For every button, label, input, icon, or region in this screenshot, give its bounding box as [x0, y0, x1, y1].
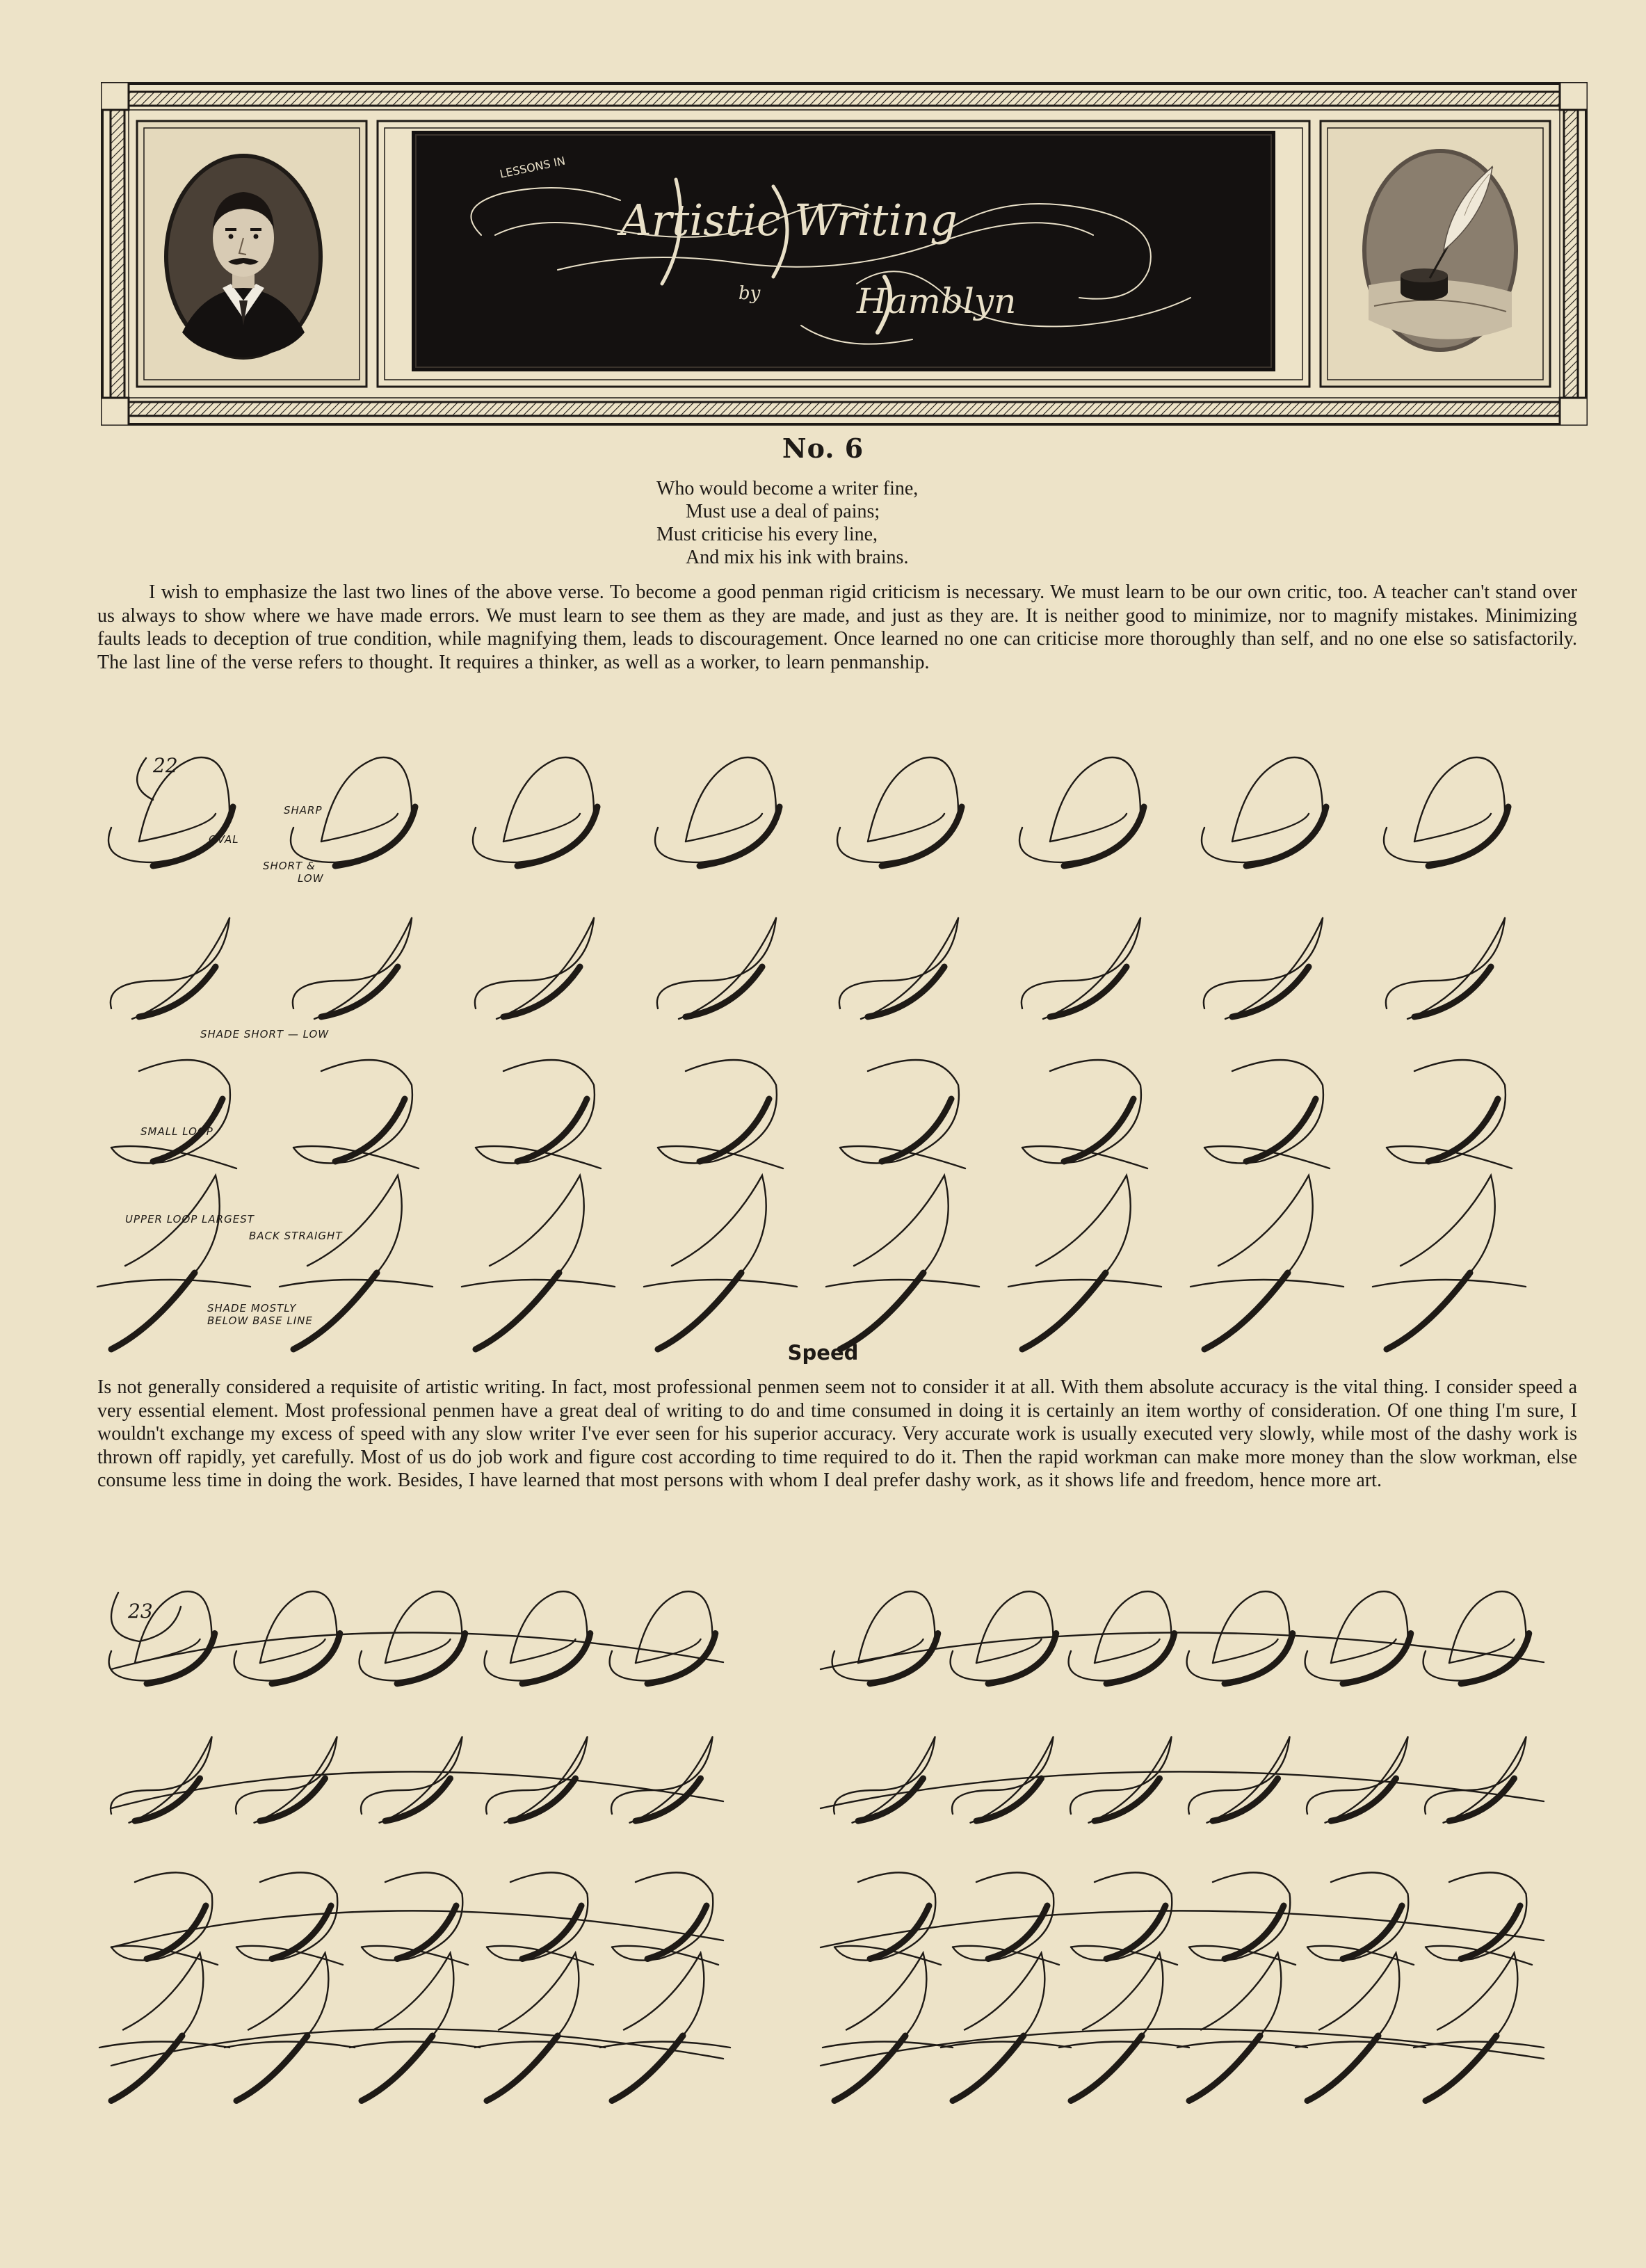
capital-q-shade	[335, 1099, 405, 1161]
capital-j-loop	[1437, 1953, 1517, 2036]
note-shade-mostly: SHADE MOSTLY	[207, 1302, 297, 1314]
capital-q-tail	[476, 1146, 601, 1168]
drill-connector	[821, 1771, 1544, 1808]
capital-j-cross	[225, 2042, 355, 2048]
plate-number-flourish	[137, 758, 153, 800]
capital-q-tail	[840, 1146, 965, 1168]
capital-q-shade	[1428, 1099, 1498, 1161]
capital-j-cross	[97, 1280, 250, 1287]
capital-j-loop	[373, 1953, 453, 2036]
capital-q-body	[476, 1060, 595, 1164]
capital-j-loop	[490, 1175, 584, 1273]
capital-j-shade	[476, 1273, 559, 1349]
capital-j-shade	[612, 2036, 683, 2101]
capital-j-shade	[362, 2036, 433, 2101]
capital-q-shade	[882, 1099, 951, 1161]
speed-heading: Speed	[787, 1341, 859, 1365]
capital-q-shade	[1343, 1906, 1402, 1959]
capital-q-body	[111, 1060, 230, 1164]
title-script: Artistic Writing	[620, 195, 958, 246]
capital-j-loop	[1201, 1953, 1281, 2036]
capital-i-oval	[1188, 1737, 1289, 1815]
author-portrait	[161, 152, 325, 362]
note-back-straight: BACK STRAIGHT	[249, 1230, 343, 1242]
capital-g-loop	[1050, 814, 1127, 842]
capital-g-loop	[385, 1639, 451, 1663]
capital-i-oval	[293, 918, 412, 1008]
capital-j-loop	[854, 1175, 949, 1273]
note-below-base: BELOW BASE LINE	[207, 1314, 313, 1327]
verse-line: Must criticise his every line,	[656, 524, 878, 545]
drill-connector	[821, 1911, 1544, 1947]
capital-j-shade	[1189, 2036, 1260, 2101]
capital-i-oval	[657, 918, 776, 1008]
capital-j-shade	[1426, 2036, 1496, 2101]
capital-j-cross	[1177, 2042, 1307, 2048]
capital-j-loop	[123, 1953, 203, 2036]
capital-j-shade	[1204, 1273, 1288, 1349]
capital-q-tail	[293, 1146, 419, 1168]
capital-j-shade	[1387, 1273, 1470, 1349]
title-by: by	[739, 283, 761, 304]
capital-g-loop	[1414, 814, 1491, 842]
capital-q-shade	[1106, 1906, 1165, 1959]
verse-line: Who would become a writer fine,	[656, 478, 919, 499]
verse	[656, 477, 1074, 569]
note-oval: OVAL	[209, 833, 239, 846]
drill-connector	[111, 2029, 723, 2066]
capital-q-shade	[517, 1099, 587, 1161]
capital-g-loop	[868, 814, 944, 842]
plate-number: 22	[153, 754, 178, 777]
capital-j-cross	[475, 2042, 605, 2048]
capital-j-loop	[1218, 1175, 1313, 1273]
capital-j-shade	[1071, 2036, 1142, 2101]
capital-j-loop	[307, 1175, 402, 1273]
speed-paragraph: Is not generally considered a requisite of artistic writing. In fact, most professional penmen seem not to consider it at all. With them absolute accuracy is the vital thing. I consider speed a very essential element. Most professional penmen have a great deal of writing to do and time consumed in doing it is certainly an item worthy of consideration. Of one thing I'm sure, I wouldn't exchange my excess of speed with any slow writer I've ever seen for his superior accuracy. Very accurate work is usually executed very slowly, while most of the dashy work is thrown off rapidly, yet carefully. Most of us do job work and figure cost according to time required to do it. Then the rapid workman can make more money than the slow workman, else consume less time in doing the work. Besides, I have learned that most persons with whom I deal prefer dashy work, as it shows life and freedom, hence more art.	[97, 1376, 1577, 1491]
note-small-loop: SMALL LOOP	[140, 1125, 213, 1138]
capital-j-cross	[1008, 1280, 1161, 1287]
capital-g-loop	[686, 814, 762, 842]
capital-i-oval	[1307, 1737, 1407, 1815]
capital-j-shade	[293, 1273, 377, 1349]
capital-q-body	[1387, 1060, 1506, 1164]
capital-j-cross	[1373, 1280, 1526, 1287]
capital-i-oval	[611, 1737, 712, 1815]
capital-j-loop	[1319, 1953, 1399, 2036]
lesson-number: No. 6	[782, 433, 864, 464]
capital-g-loop	[139, 814, 216, 842]
capital-i-oval	[839, 918, 958, 1008]
capital-j-shade	[658, 1273, 741, 1349]
capital-j-cross	[826, 1280, 979, 1287]
capital-g-loop	[260, 1639, 325, 1663]
capital-j-loop	[1401, 1175, 1495, 1273]
capital-q-shade	[988, 1906, 1047, 1959]
capital-j-cross	[350, 2042, 480, 2048]
capital-j-cross	[644, 1280, 797, 1287]
capital-g-loop	[321, 814, 398, 842]
capital-g-loop	[1095, 1639, 1160, 1663]
capital-q-shade	[522, 1906, 581, 1959]
drill-connector	[111, 1771, 723, 1808]
capital-j-loop	[846, 1953, 926, 2036]
verse-line: And mix his ink with brains.	[686, 547, 909, 568]
capital-q-body	[1204, 1060, 1323, 1164]
capital-i-oval	[1070, 1737, 1171, 1815]
capital-i-oval	[111, 1737, 211, 1815]
plate-22-drawing	[97, 723, 1572, 1342]
note-shade-short-low: SHADE SHORT — LOW	[200, 1028, 330, 1040]
capital-q-shade	[1064, 1099, 1133, 1161]
capital-g-loop	[510, 1639, 576, 1663]
capital-q-body	[840, 1060, 959, 1164]
plate-23-movement-drills	[97, 1565, 1572, 2184]
capital-j-shade	[236, 2036, 307, 2101]
capital-q-shade	[700, 1099, 769, 1161]
note-sharp: SHARP	[284, 804, 323, 817]
capital-j-loop	[1036, 1175, 1131, 1273]
capital-q-body	[1022, 1060, 1141, 1164]
capital-j-cross	[1191, 1280, 1344, 1287]
capital-q-shade	[1246, 1099, 1316, 1161]
title-small-caps: LESSONS IN	[498, 154, 567, 181]
capital-q-shade	[397, 1906, 456, 1959]
capital-i-oval	[1425, 1737, 1526, 1815]
capital-q-tail	[111, 1146, 236, 1168]
capital-j-cross	[1296, 2042, 1426, 2048]
capital-g-loop	[636, 1639, 701, 1663]
author-script: Hamblyn	[857, 281, 1017, 321]
capital-j-shade	[487, 2036, 558, 2101]
capital-j-shade	[1307, 2036, 1378, 2101]
verse-line: Must use a deal of pains;	[686, 501, 880, 522]
capital-q-tail	[658, 1146, 783, 1168]
capital-q-body	[658, 1060, 777, 1164]
intro-paragraph: I wish to emphasize the last two lines of the above verse. To become a good penman rigid criticism is necessary. We must learn to be our own critic, too. A teacher can't stand over us always to show where we have made errors. We must learn to see them as they are made, and just as they are. It is neither good to minimize, nor to magnify mistakes. Minimizing faults leads to deception of true condition, while magnifying them, leads to discouragement. Once learned no one can criticise more thoroughly than self, and no one else so satisfactorily. The last line of the verse refers to thought. It requires a thinker, as well as a worker, to learn penmanship.	[97, 581, 1577, 673]
capital-i-oval	[475, 918, 594, 1008]
capital-g-loop	[1232, 814, 1309, 842]
capital-j-shade	[1022, 1273, 1106, 1349]
plate-22-capital-letters	[97, 723, 1572, 1342]
capital-j-shade	[953, 2036, 1024, 2101]
note-upper-loop: UPPER LOOP LARGEST	[125, 1213, 255, 1225]
capital-i-oval	[486, 1737, 587, 1815]
capital-i-oval	[111, 918, 229, 1008]
capital-j-loop	[248, 1953, 328, 2036]
capital-j-cross	[280, 1280, 433, 1287]
plate-number: 23	[128, 1600, 153, 1623]
capital-i-oval	[1204, 918, 1323, 1008]
capital-q-body	[293, 1060, 412, 1164]
capital-i-oval	[1022, 918, 1140, 1008]
title-script-block	[412, 131, 1275, 371]
capital-i-oval	[361, 1737, 462, 1815]
capital-j-loop	[499, 1953, 579, 2036]
drill-connector	[111, 1632, 723, 1669]
capital-j-shade	[834, 2036, 905, 2101]
capital-j-shade	[840, 1273, 923, 1349]
capital-j-loop	[672, 1175, 766, 1273]
capital-j-cross	[1059, 2042, 1189, 2048]
plate-23-drawing	[97, 1565, 1572, 2184]
note-short-low: SHORT &	[263, 860, 316, 872]
capital-q-tail	[1204, 1146, 1330, 1168]
capital-j-cross	[823, 2042, 953, 2048]
note-short-low-2: LOW	[298, 872, 324, 885]
capital-j-loop	[1083, 1953, 1163, 2036]
capital-j-shade	[111, 2036, 182, 2101]
quill-inkwell-vignette	[1360, 146, 1520, 355]
capital-j-shade	[111, 1273, 195, 1349]
capital-j-cross	[462, 1280, 615, 1287]
capital-g-loop	[503, 814, 580, 842]
capital-j-loop	[965, 1953, 1044, 2036]
capital-q-tail	[1022, 1146, 1147, 1168]
capital-q-tail	[1387, 1146, 1512, 1168]
capital-j-loop	[624, 1953, 704, 2036]
capital-i-oval	[1386, 918, 1505, 1008]
capital-g-loop	[1213, 1639, 1278, 1663]
capital-i-oval	[952, 1737, 1053, 1815]
